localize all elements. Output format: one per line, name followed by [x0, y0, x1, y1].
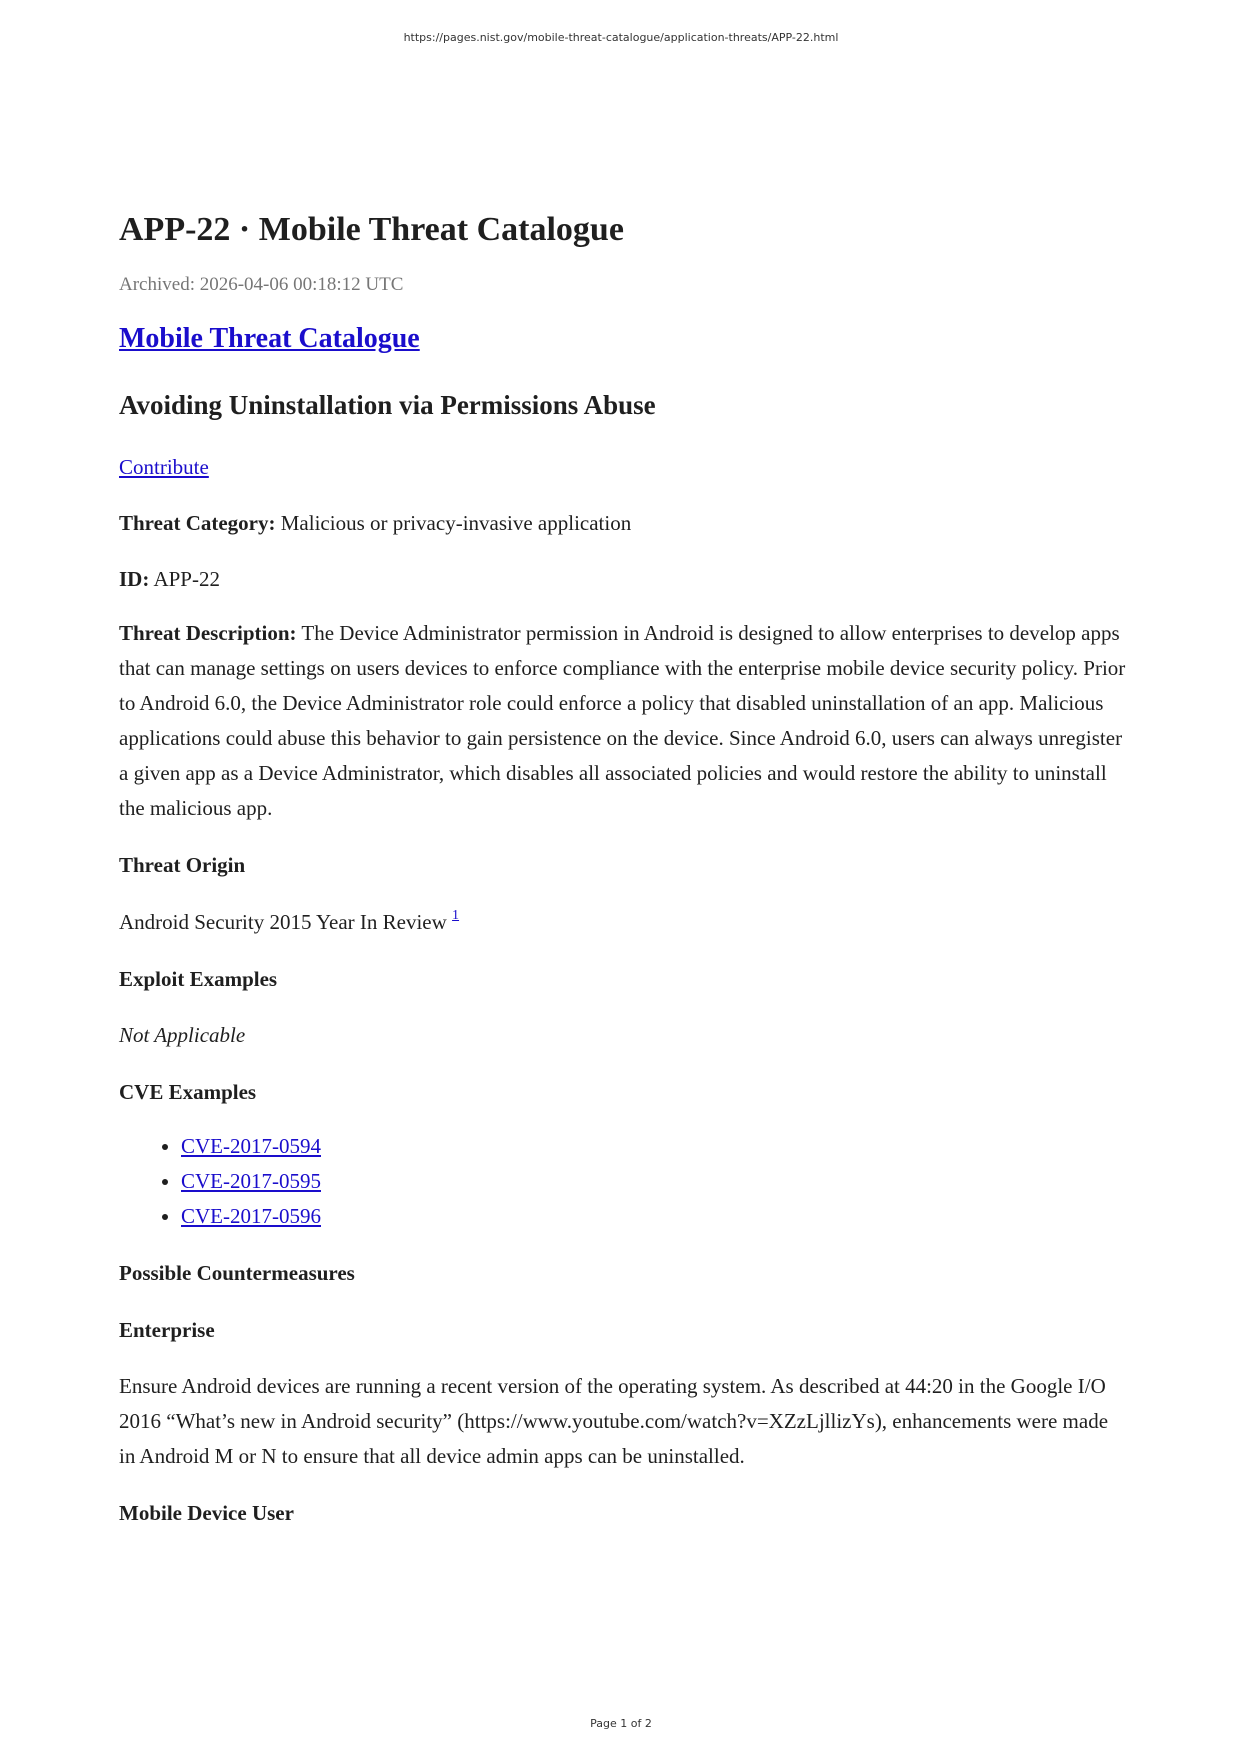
enterprise-heading: Enterprise: [119, 1318, 215, 1342]
threat-description-label: Threat Description:: [119, 621, 297, 645]
mobile-device-user-heading: Mobile Device User: [119, 1501, 294, 1525]
exploit-examples-text: Not Applicable: [119, 1023, 246, 1047]
page-title: APP-22 · Mobile Threat Catalogue: [119, 211, 624, 248]
page-number: Page 1 of 2: [590, 1717, 652, 1730]
cve-link[interactable]: CVE-2017-0595: [181, 1169, 321, 1193]
threat-category-label: Threat Category:: [119, 511, 276, 535]
threat-description-field: [119, 616, 1129, 826]
contribute-paragraph: [119, 450, 1129, 485]
threat-category-field: [119, 506, 1129, 541]
cve-link[interactable]: CVE-2017-0596: [181, 1204, 321, 1228]
archived-timestamp: Archived: 2026-04-06 00:18:12 UTC: [119, 274, 404, 295]
cve-link[interactable]: CVE-2017-0594: [181, 1134, 321, 1158]
list-item: [181, 1129, 1129, 1164]
cve-examples-heading: CVE Examples: [119, 1080, 257, 1104]
threat-origin-text: Android Security 2015 Year In Review: [119, 910, 447, 934]
footnote-link[interactable]: 1: [452, 908, 460, 923]
enterprise-text: Ensure Android devices are running a recent version of the operating system. As described at 44:20 in the Google I/O 2016 “What’s new in Android security” (https://www.youtube.com/watch?v=XZzLjllizYs), enhancements were made in Android M or N to ensure that all device admin apps can be uninstalled.: [119, 1374, 1109, 1468]
print-header-url: https://pages.nist.gov/mobile-threat-catalogue/application-threats/APP-22.html: [403, 31, 839, 44]
site-title-link[interactable]: Mobile Threat Catalogue: [119, 323, 420, 354]
threat-description-text: The Device Administrator permission in Android is designed to allow enterprises to develop apps that can manage settings on users devices to enforce compliance with the enterprise mobile device security policy. Prior to Android 6.0, the Device Administrator role could enforce a policy that disabled uninstallation of an app. Malicious applications could abuse this behavior to gain persistence on the device. Since Android 6.0, users can always unregister a given app as a Device Administrator, which disables all associated policies and would restore the ability to uninstall the malicious app.: [119, 621, 1126, 820]
threat-category-value: Malicious or privacy-invasive application: [280, 511, 632, 535]
cve-list: [119, 1129, 1129, 1234]
threat-origin-heading: Threat Origin: [119, 853, 246, 877]
threat-id-label: ID:: [119, 567, 150, 591]
threat-origin-paragraph: [119, 905, 1129, 940]
threat-title: Avoiding Uninstallation via Permissions Abuse: [119, 390, 656, 420]
threat-id-field: [119, 562, 1129, 597]
exploit-examples-heading: Exploit Examples: [119, 967, 278, 991]
countermeasures-heading: Possible Countermeasures: [119, 1261, 355, 1285]
list-item: [181, 1164, 1129, 1199]
threat-id-value: APP-22: [153, 567, 220, 591]
document-body: [119, 210, 1129, 1531]
list-item: [181, 1199, 1129, 1234]
contribute-link[interactable]: Contribute: [119, 455, 209, 479]
